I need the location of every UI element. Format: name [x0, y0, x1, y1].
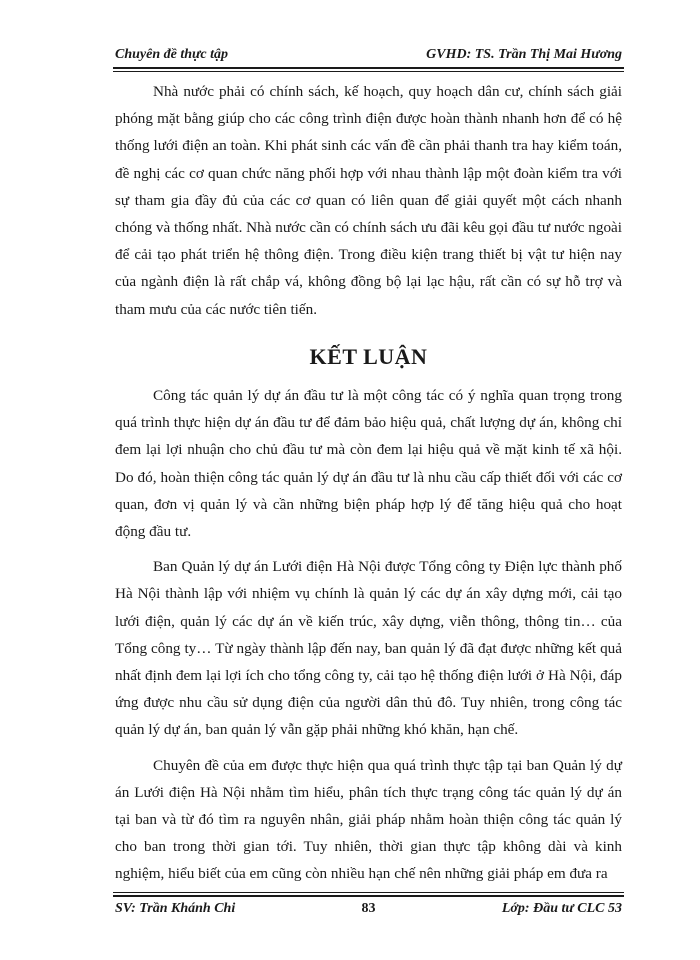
intro-paragraph: Nhà nước phải có chính sách, kế hoạch, quy hoạch dân cư, chính sách giải phóng mặt bằng giúp cho các công trình điện được hoàn thành nhanh hơn để có hệ thống lưới điện an toàn. Khi phát sinh các vấn đề cần phải thanh tra hay kiểm toán, đề nghị các cơ quan chức năng phối hợp với nhau thành lập một đoàn kiểm tra với sự tham gia đầy đủ của các cơ quan có liên quan để giải quyết một cách nhanh chóng và thống nhất. Nhà nước cần có chính sách ưu đãi kêu gọi đầu tư nước ngoài để cải tạo phát triển hệ thông điện. Trong điều kiện trang thiết bị vật tư hiện nay của ngành điện là rất chắp vá, không đồng bộ lại lạc hậu, rất cần có sự hỗ trợ và tham mưu của các nước tiên tiến. [115, 83, 623, 318]
footer-class: Lớp: Đầu tư CLC 53 [501, 901, 622, 916]
conclusion-paragraph-1: Công tác quản lý dự án đầu tư là một công tác có ý nghĩa quan trọng trong quá trình thực hiện dự án đầu tư để đảm bảo hiệu quả, chất lượng dự án, không chỉ đem lại lợi nhuận cho chủ đầu tư mà còn đem lại hiệu quả về mặt kinh tế xã hội. Do đó, hoàn thiện công tác quản lý dự án đầu tư là nhu cầu cấp thiết đối với các cơ quan, đơn vị quản lý và cần những biện pháp hợp lý để tăng hiệu quả cho hoạt động đầu tư. [115, 387, 622, 541]
header-topic: Chuyên đề thực tập [115, 47, 229, 62]
page-number: 83 [361, 901, 376, 916]
page-footer [115, 901, 622, 917]
footer-rule [113, 892, 624, 897]
page-header [115, 47, 622, 63]
intro-section [115, 78, 622, 323]
conclusion-section [115, 382, 622, 888]
conclusion-paragraph-3: Chuyên đề của em được thực hiện qua quá trình thực tập tại ban Quản lý dự án Lưới điện Hà Nội nhằm tìm hiểu, phân tích thực trạng công tác quản lý dự án tại ban và từ đó tìm ra nguyên nhân, giải pháp nhằm hoàn thiện công tác quản lý cho ban trong thời gian tới. Tuy nhiên, thời gian thực tập không dài và kinh nghiệm, hiểu biết của em cũng còn nhiều hạn chế nên những giải pháp em đưa ra [115, 756, 622, 883]
footer-student: SV: Trần Khánh Chi [115, 901, 236, 916]
conclusion-paragraph-2: Ban Quản lý dự án Lưới điện Hà Nội được Tổng công ty Điện lực thành phố Hà Nội thành lập với nhiệm vụ chính là quản lý các dự án xây dựng mới, cải tạo lưới điện, quản lý các dự án về kiến trúc, xây dựng, viễn thông, thông tin… của Tổng công ty… Từ ngày thành lập đến nay, ban quản lý đã đạt được những kết quả nhất định đem lại lợi ích cho tổng công ty, cải tạo hệ thống điện lưới ở Hà Nội, đáp ứng được nhu cầu sử dụng điện của người dân thủ đô. Tuy nhiên, trong công tác quản lý dự án, ban quản lý vẫn gặp phải những khó khăn, hạn chế. [115, 558, 622, 739]
section-title: KẾT LUẬN [309, 344, 428, 369]
header-rule [113, 67, 624, 72]
header-advisor: GVHD: TS. Trần Thị Mai Hương [426, 47, 622, 62]
